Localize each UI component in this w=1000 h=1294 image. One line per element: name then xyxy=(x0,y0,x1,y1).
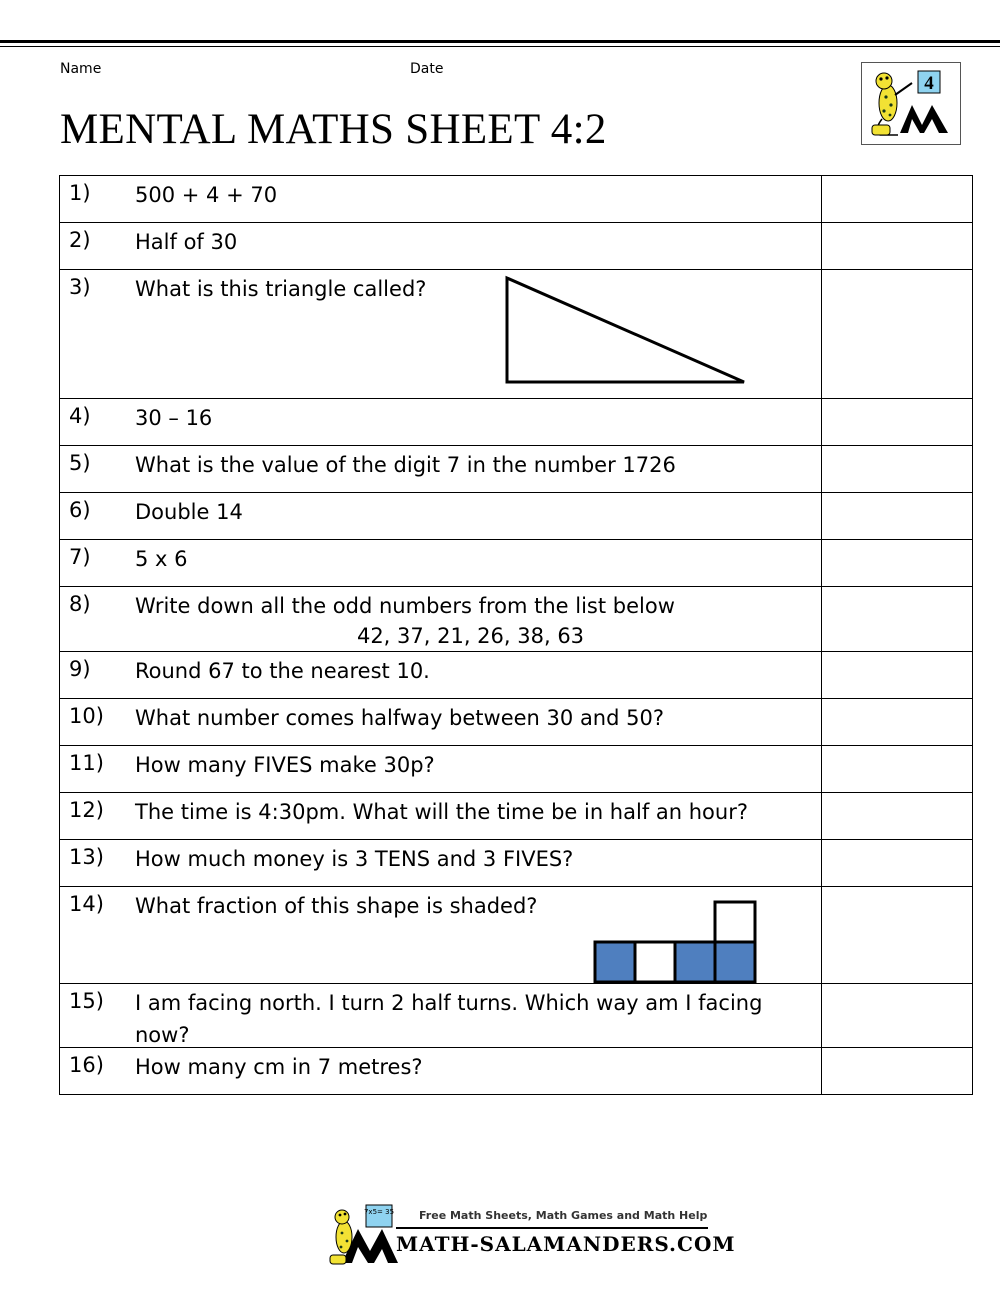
question-number: 12) xyxy=(69,798,104,822)
question-text: What is the value of the digit 7 in the number 1726 xyxy=(135,453,676,477)
number-list: 42, 37, 21, 26, 38, 63 xyxy=(356,624,585,648)
question-text: 500 + 4 + 70 xyxy=(135,183,278,207)
question-cell xyxy=(60,176,822,223)
question-number: 9) xyxy=(69,657,91,681)
question-number: 13) xyxy=(69,845,104,869)
answer-box[interactable] xyxy=(822,446,973,493)
answer-box[interactable] xyxy=(822,399,973,446)
question-cell xyxy=(60,399,822,446)
footer-divider xyxy=(396,1227,708,1229)
question-number: 8) xyxy=(69,592,91,616)
questions-table xyxy=(59,175,973,1095)
question-number: 4) xyxy=(69,404,91,428)
answer-box[interactable] xyxy=(822,176,973,223)
question-number: 7) xyxy=(69,545,91,569)
answer-box[interactable] xyxy=(822,652,973,699)
answer-box[interactable] xyxy=(822,223,973,270)
question-number: 16) xyxy=(69,1053,104,1077)
fraction-shape xyxy=(593,900,763,984)
right-triangle-shape xyxy=(504,274,749,386)
question-cell xyxy=(60,540,822,587)
question-row xyxy=(60,540,973,587)
question-cell xyxy=(60,223,822,270)
question-text: Round 67 to the nearest 10. xyxy=(135,659,430,683)
top-rule-thin xyxy=(0,46,1000,47)
question-row xyxy=(60,223,973,270)
answer-box[interactable] xyxy=(822,984,973,1048)
question-text: What number comes halfway between 30 and 50? xyxy=(135,706,664,730)
question-cell xyxy=(60,446,822,493)
question-number: 10) xyxy=(69,704,104,728)
question-row xyxy=(60,587,973,652)
question-text: Double 14 xyxy=(135,500,243,524)
answer-box[interactable] xyxy=(822,1048,973,1095)
question-cell xyxy=(60,984,822,1048)
question-row xyxy=(60,699,973,746)
answer-box[interactable] xyxy=(822,493,973,540)
question-number: 6) xyxy=(69,498,91,522)
question-cell xyxy=(60,887,822,984)
salamander-icon xyxy=(862,63,960,144)
name-label: Name xyxy=(60,61,102,77)
answer-box[interactable] xyxy=(822,587,973,652)
question-text: How much money is 3 TENS and 3 FIVES? xyxy=(135,847,574,871)
question-cell xyxy=(60,652,822,699)
question-cell xyxy=(60,746,822,793)
page-title: MENTAL MATHS SHEET 4:2 xyxy=(60,106,607,153)
shaded-square xyxy=(595,942,635,982)
question-text: I am facing north. I turn 2 half turns. Which way am I facing now? xyxy=(135,991,763,1047)
salamander-logo xyxy=(861,62,961,145)
question-number: 5) xyxy=(69,451,91,475)
question-cell xyxy=(60,699,822,746)
question-text: What fraction of this shape is shaded? xyxy=(135,894,538,918)
question-row xyxy=(60,793,973,840)
question-text: Half of 30 xyxy=(135,230,238,254)
question-main-text: Write down all the odd numbers from the list below xyxy=(135,594,675,618)
question-cell xyxy=(60,840,822,887)
top-rule xyxy=(0,40,1000,43)
answer-box[interactable] xyxy=(822,699,973,746)
shaded-square xyxy=(675,942,715,982)
footer-site-link[interactable]: MATH-SALAMANDERS.COM xyxy=(396,1232,736,1256)
question-row xyxy=(60,652,973,699)
question-number: 14) xyxy=(69,892,104,916)
footer-badge-text: 7x5= 35 xyxy=(363,1208,395,1216)
question-number: 11) xyxy=(69,751,104,775)
question-row xyxy=(60,840,973,887)
question-row xyxy=(60,176,973,223)
question-text: The time is 4:30pm. What will the time be in half an hour? xyxy=(135,800,748,824)
question-cell xyxy=(60,1048,822,1095)
date-label: Date xyxy=(410,61,444,77)
question-row xyxy=(60,746,973,793)
question-row xyxy=(60,493,973,540)
question-number: 15) xyxy=(69,989,104,1013)
question-cell xyxy=(60,587,822,652)
question-number: 2) xyxy=(69,228,91,252)
question-number: 1) xyxy=(69,181,91,205)
shaded-square xyxy=(715,942,755,982)
answer-box[interactable] xyxy=(822,270,973,399)
question-row xyxy=(60,399,973,446)
grade-badge: 4 xyxy=(924,73,934,94)
answer-box[interactable] xyxy=(822,887,973,984)
question-text: 30 – 16 xyxy=(135,406,213,430)
question-cell xyxy=(60,270,822,399)
question-row xyxy=(60,887,973,984)
question-row xyxy=(60,1048,973,1095)
answer-box[interactable] xyxy=(822,793,973,840)
question-cell xyxy=(60,793,822,840)
answer-box[interactable] xyxy=(822,540,973,587)
answer-box[interactable] xyxy=(822,840,973,887)
question-cell xyxy=(60,493,822,540)
question-text: What is this triangle called? xyxy=(135,277,427,301)
answer-box[interactable] xyxy=(822,746,973,793)
question-text xyxy=(135,590,781,622)
question-text: 5 x 6 xyxy=(135,547,188,571)
question-row xyxy=(60,984,973,1048)
unshaded-square xyxy=(635,942,675,982)
unshaded-square xyxy=(715,902,755,942)
footer-tagline: Free Math Sheets, Math Games and Math Help xyxy=(419,1209,708,1222)
question-row xyxy=(60,446,973,493)
question-number: 3) xyxy=(69,275,91,299)
question-row xyxy=(60,270,973,399)
question-text: How many FIVES make 30p? xyxy=(135,753,435,777)
question-text: How many cm in 7 metres? xyxy=(135,1055,423,1079)
